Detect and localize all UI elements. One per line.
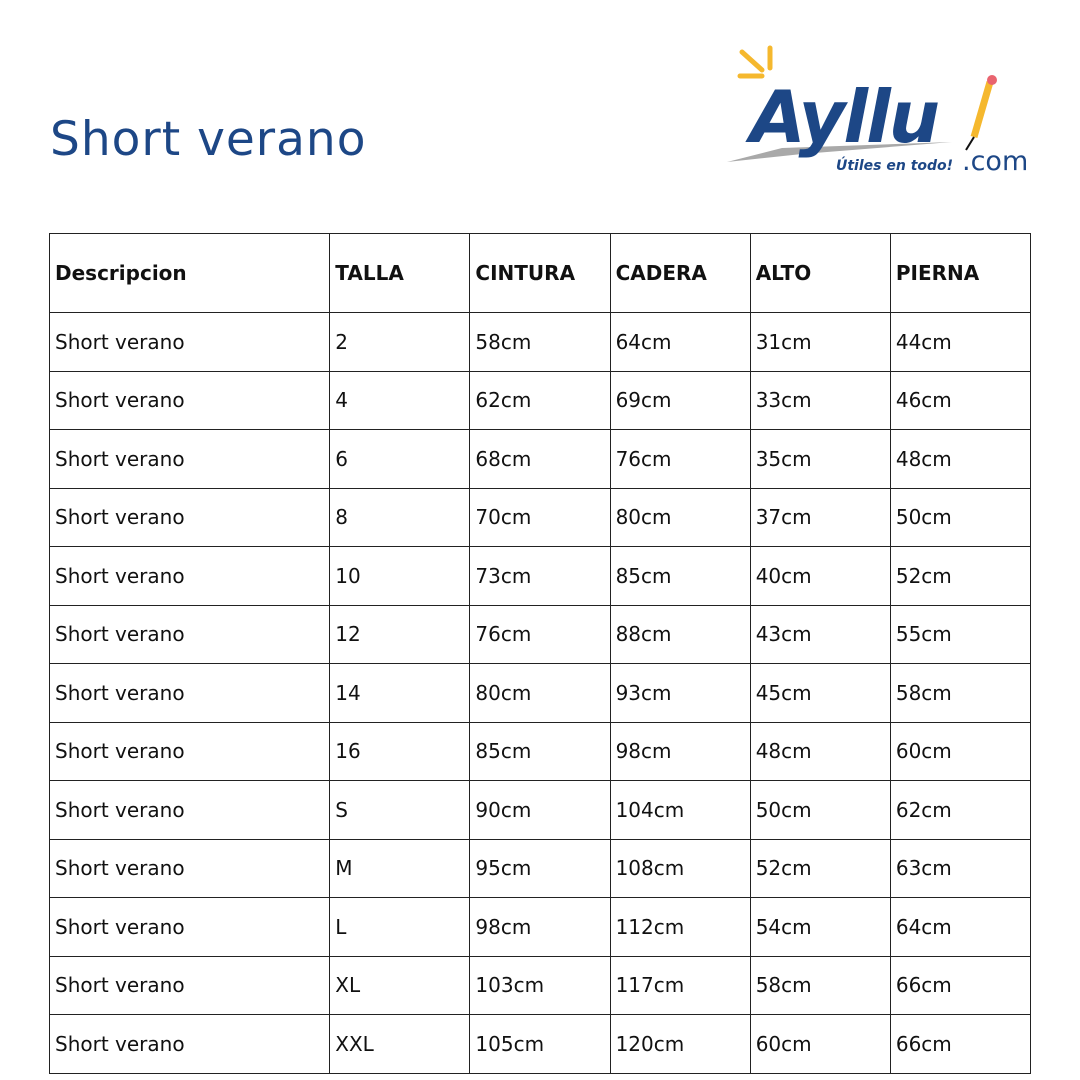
table-cell: 35cm xyxy=(750,430,890,489)
table-cell: 98cm xyxy=(610,722,750,781)
table-cell: 85cm xyxy=(610,547,750,606)
table-header-row xyxy=(50,234,1031,313)
table-cell: 60cm xyxy=(890,722,1030,781)
table-cell: 46cm xyxy=(890,371,1030,430)
table-cell: Short verano xyxy=(50,605,330,664)
table-cell: 90cm xyxy=(470,781,610,840)
table-cell: 120cm xyxy=(610,1015,750,1074)
table-cell: 105cm xyxy=(470,1015,610,1074)
table-cell: 93cm xyxy=(610,664,750,723)
table-cell: 54cm xyxy=(750,898,890,957)
table-cell: 12 xyxy=(330,605,470,664)
svg-text:Ayllu: Ayllu xyxy=(750,75,939,159)
table-cell: 55cm xyxy=(890,605,1030,664)
sun-rays-icon xyxy=(740,48,770,76)
table-cell: 73cm xyxy=(470,547,610,606)
table-cell: 69cm xyxy=(610,371,750,430)
table-cell: Short verano xyxy=(50,1015,330,1074)
page-title: Short verano xyxy=(50,112,367,167)
table-row xyxy=(50,313,1031,372)
table-cell: 88cm xyxy=(610,605,750,664)
table-cell: 58cm xyxy=(890,664,1030,723)
table-cell: 50cm xyxy=(890,488,1030,547)
table-cell: 52cm xyxy=(750,839,890,898)
column-header: CADERA xyxy=(610,234,750,313)
table-cell: 112cm xyxy=(610,898,750,957)
table-cell: 44cm xyxy=(890,313,1030,372)
table-cell: 52cm xyxy=(890,547,1030,606)
table-cell: Short verano xyxy=(50,781,330,840)
table-cell: Short verano xyxy=(50,956,330,1015)
table-cell: 40cm xyxy=(750,547,890,606)
table-row xyxy=(50,430,1031,489)
table-cell: 50cm xyxy=(750,781,890,840)
pencil-icon xyxy=(966,75,997,150)
table-cell: 58cm xyxy=(470,313,610,372)
table-cell: 62cm xyxy=(470,371,610,430)
table-cell: 85cm xyxy=(470,722,610,781)
table-cell: M xyxy=(330,839,470,898)
table-cell: 95cm xyxy=(470,839,610,898)
table-row xyxy=(50,839,1031,898)
table-row xyxy=(50,371,1031,430)
table-cell: 37cm xyxy=(750,488,890,547)
table-cell: 70cm xyxy=(470,488,610,547)
svg-text:.com: .com xyxy=(962,146,1029,177)
column-header: ALTO xyxy=(750,234,890,313)
ayllu-logo xyxy=(722,42,1037,182)
table-cell: 58cm xyxy=(750,956,890,1015)
table-row xyxy=(50,722,1031,781)
table-cell: 76cm xyxy=(470,605,610,664)
table-cell: Short verano xyxy=(50,898,330,957)
table-cell: 68cm xyxy=(470,430,610,489)
table-cell: 10 xyxy=(330,547,470,606)
table-cell: Short verano xyxy=(50,430,330,489)
table-cell: 14 xyxy=(330,664,470,723)
table-cell: 31cm xyxy=(750,313,890,372)
table-cell: XL xyxy=(330,956,470,1015)
table-cell: Short verano xyxy=(50,664,330,723)
svg-text:Útiles en todo!: Útiles en todo! xyxy=(836,158,954,174)
table-cell: Short verano xyxy=(50,488,330,547)
table-cell: 80cm xyxy=(610,488,750,547)
table-cell: 104cm xyxy=(610,781,750,840)
table-cell: 60cm xyxy=(750,1015,890,1074)
table-row xyxy=(50,781,1031,840)
table-cell: Short verano xyxy=(50,313,330,372)
table-cell: XXL xyxy=(330,1015,470,1074)
column-header: PIERNA xyxy=(890,234,1030,313)
table-cell: 66cm xyxy=(890,1015,1030,1074)
table-cell: 98cm xyxy=(470,898,610,957)
table-cell: 48cm xyxy=(750,722,890,781)
table-cell: 16 xyxy=(330,722,470,781)
column-header: TALLA xyxy=(330,234,470,313)
table-cell: 6 xyxy=(330,430,470,489)
table-cell: 4 xyxy=(330,371,470,430)
table-cell: 2 xyxy=(330,313,470,372)
table-cell: 64cm xyxy=(610,313,750,372)
table-cell: Short verano xyxy=(50,547,330,606)
table-cell: 76cm xyxy=(610,430,750,489)
table-cell: 43cm xyxy=(750,605,890,664)
table-cell: 48cm xyxy=(890,430,1030,489)
table-row xyxy=(50,547,1031,606)
size-chart-table xyxy=(49,233,1031,1074)
table-cell: 80cm xyxy=(470,664,610,723)
table-cell: Short verano xyxy=(50,839,330,898)
table-cell: 62cm xyxy=(890,781,1030,840)
table-cell: Short verano xyxy=(50,371,330,430)
table-row xyxy=(50,605,1031,664)
column-header: Descripcion xyxy=(50,234,330,313)
table-cell: 64cm xyxy=(890,898,1030,957)
table-cell: 33cm xyxy=(750,371,890,430)
table-row xyxy=(50,956,1031,1015)
table-cell: L xyxy=(330,898,470,957)
table-row xyxy=(50,1015,1031,1074)
table-row xyxy=(50,898,1031,957)
table-cell: 108cm xyxy=(610,839,750,898)
table-cell: 63cm xyxy=(890,839,1030,898)
table-row xyxy=(50,488,1031,547)
table-cell: 117cm xyxy=(610,956,750,1015)
table-cell: 8 xyxy=(330,488,470,547)
table-cell: Short verano xyxy=(50,722,330,781)
table-cell: 45cm xyxy=(750,664,890,723)
column-header: CINTURA xyxy=(470,234,610,313)
table-cell: S xyxy=(330,781,470,840)
table-cell: 103cm xyxy=(470,956,610,1015)
table-row xyxy=(50,664,1031,723)
table-cell: 66cm xyxy=(890,956,1030,1015)
